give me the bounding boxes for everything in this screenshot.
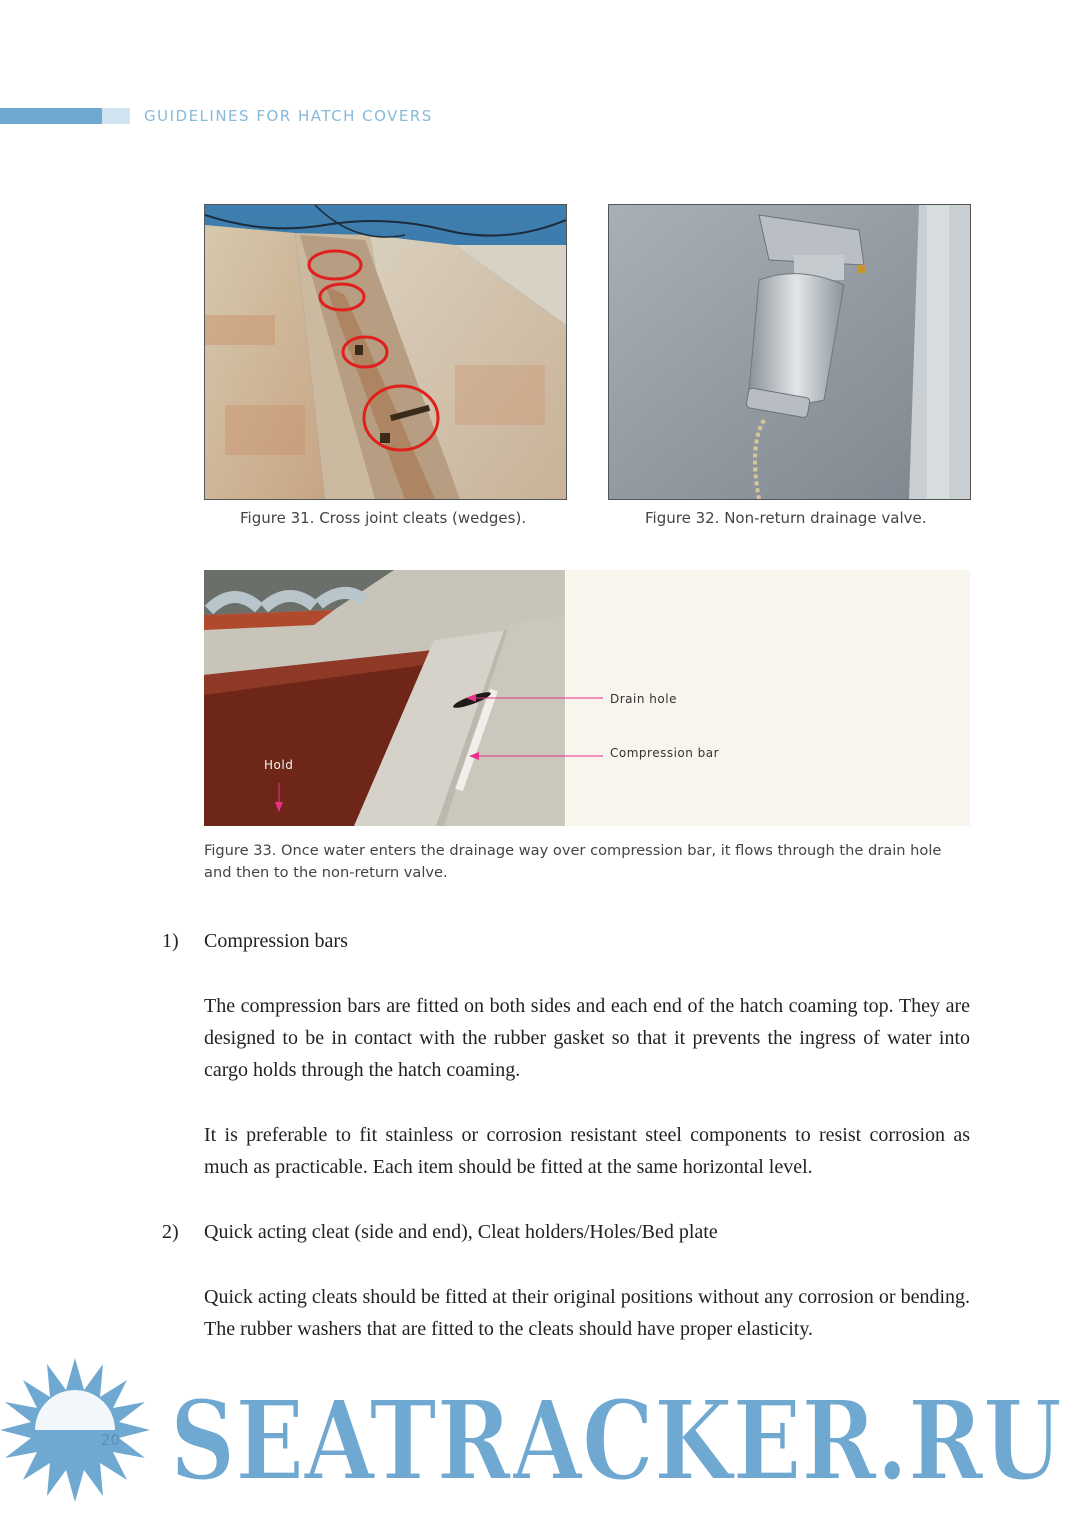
hold-label: Hold xyxy=(264,758,294,772)
header-accent-bar-light xyxy=(102,108,130,124)
figure-33-photo xyxy=(204,570,565,826)
page-number: 20 xyxy=(101,1431,121,1449)
section-1-paragraph-1: The compression bars are fitted on both sides and each end of the hatch coaming top. They are designed to be in contact with the rubber gasket so that it prevents the ingress of water into cargo holds through the hatch coaming. xyxy=(204,995,970,1081)
section-1-paragraph-2: It is preferable to fit stainless or corrosion resistant steel components to resist corrosion as much as practicable. Each item should be fitted at the same horizontal level. xyxy=(204,1124,970,1178)
figure-33-caption-line-1: Figure 33. Once water enters the drainage way over compression bar, it flows through the drain hole xyxy=(204,842,942,859)
figure-32-caption: Figure 32. Non-return drainage valve. xyxy=(645,509,927,527)
running-header: GUIDELINES FOR HATCH COVERS xyxy=(144,107,433,125)
seatracker-watermark xyxy=(0,1352,1080,1515)
section-2-number: 2) xyxy=(162,1221,179,1243)
drain-hole-label: Drain hole xyxy=(610,692,677,706)
compression-bar-label: Compression bar xyxy=(610,746,720,760)
figure-33-caption-line-2: and then to the non-return valve. xyxy=(204,864,448,881)
sun-logo-icon xyxy=(0,1358,150,1502)
section-2-paragraph-1: Quick acting cleats should be fitted at their original positions without any corrosion or bending. The rubber washers that are fitted to the cleats should have proper elasticity. xyxy=(204,1286,970,1340)
figure-31-photo xyxy=(204,204,567,500)
section-1-heading: Compression bars xyxy=(204,930,348,952)
figure-32-photo xyxy=(608,204,971,500)
figure-31-caption: Figure 31. Cross joint cleats (wedges). xyxy=(240,509,527,527)
watermark-text: SEATRACKER.RU xyxy=(170,1376,1062,1505)
section-1-number: 1) xyxy=(162,930,179,952)
header-accent-bar xyxy=(0,108,102,124)
section-2-heading: Quick acting cleat (side and end), Cleat holders/Holes/Bed plate xyxy=(204,1221,718,1243)
